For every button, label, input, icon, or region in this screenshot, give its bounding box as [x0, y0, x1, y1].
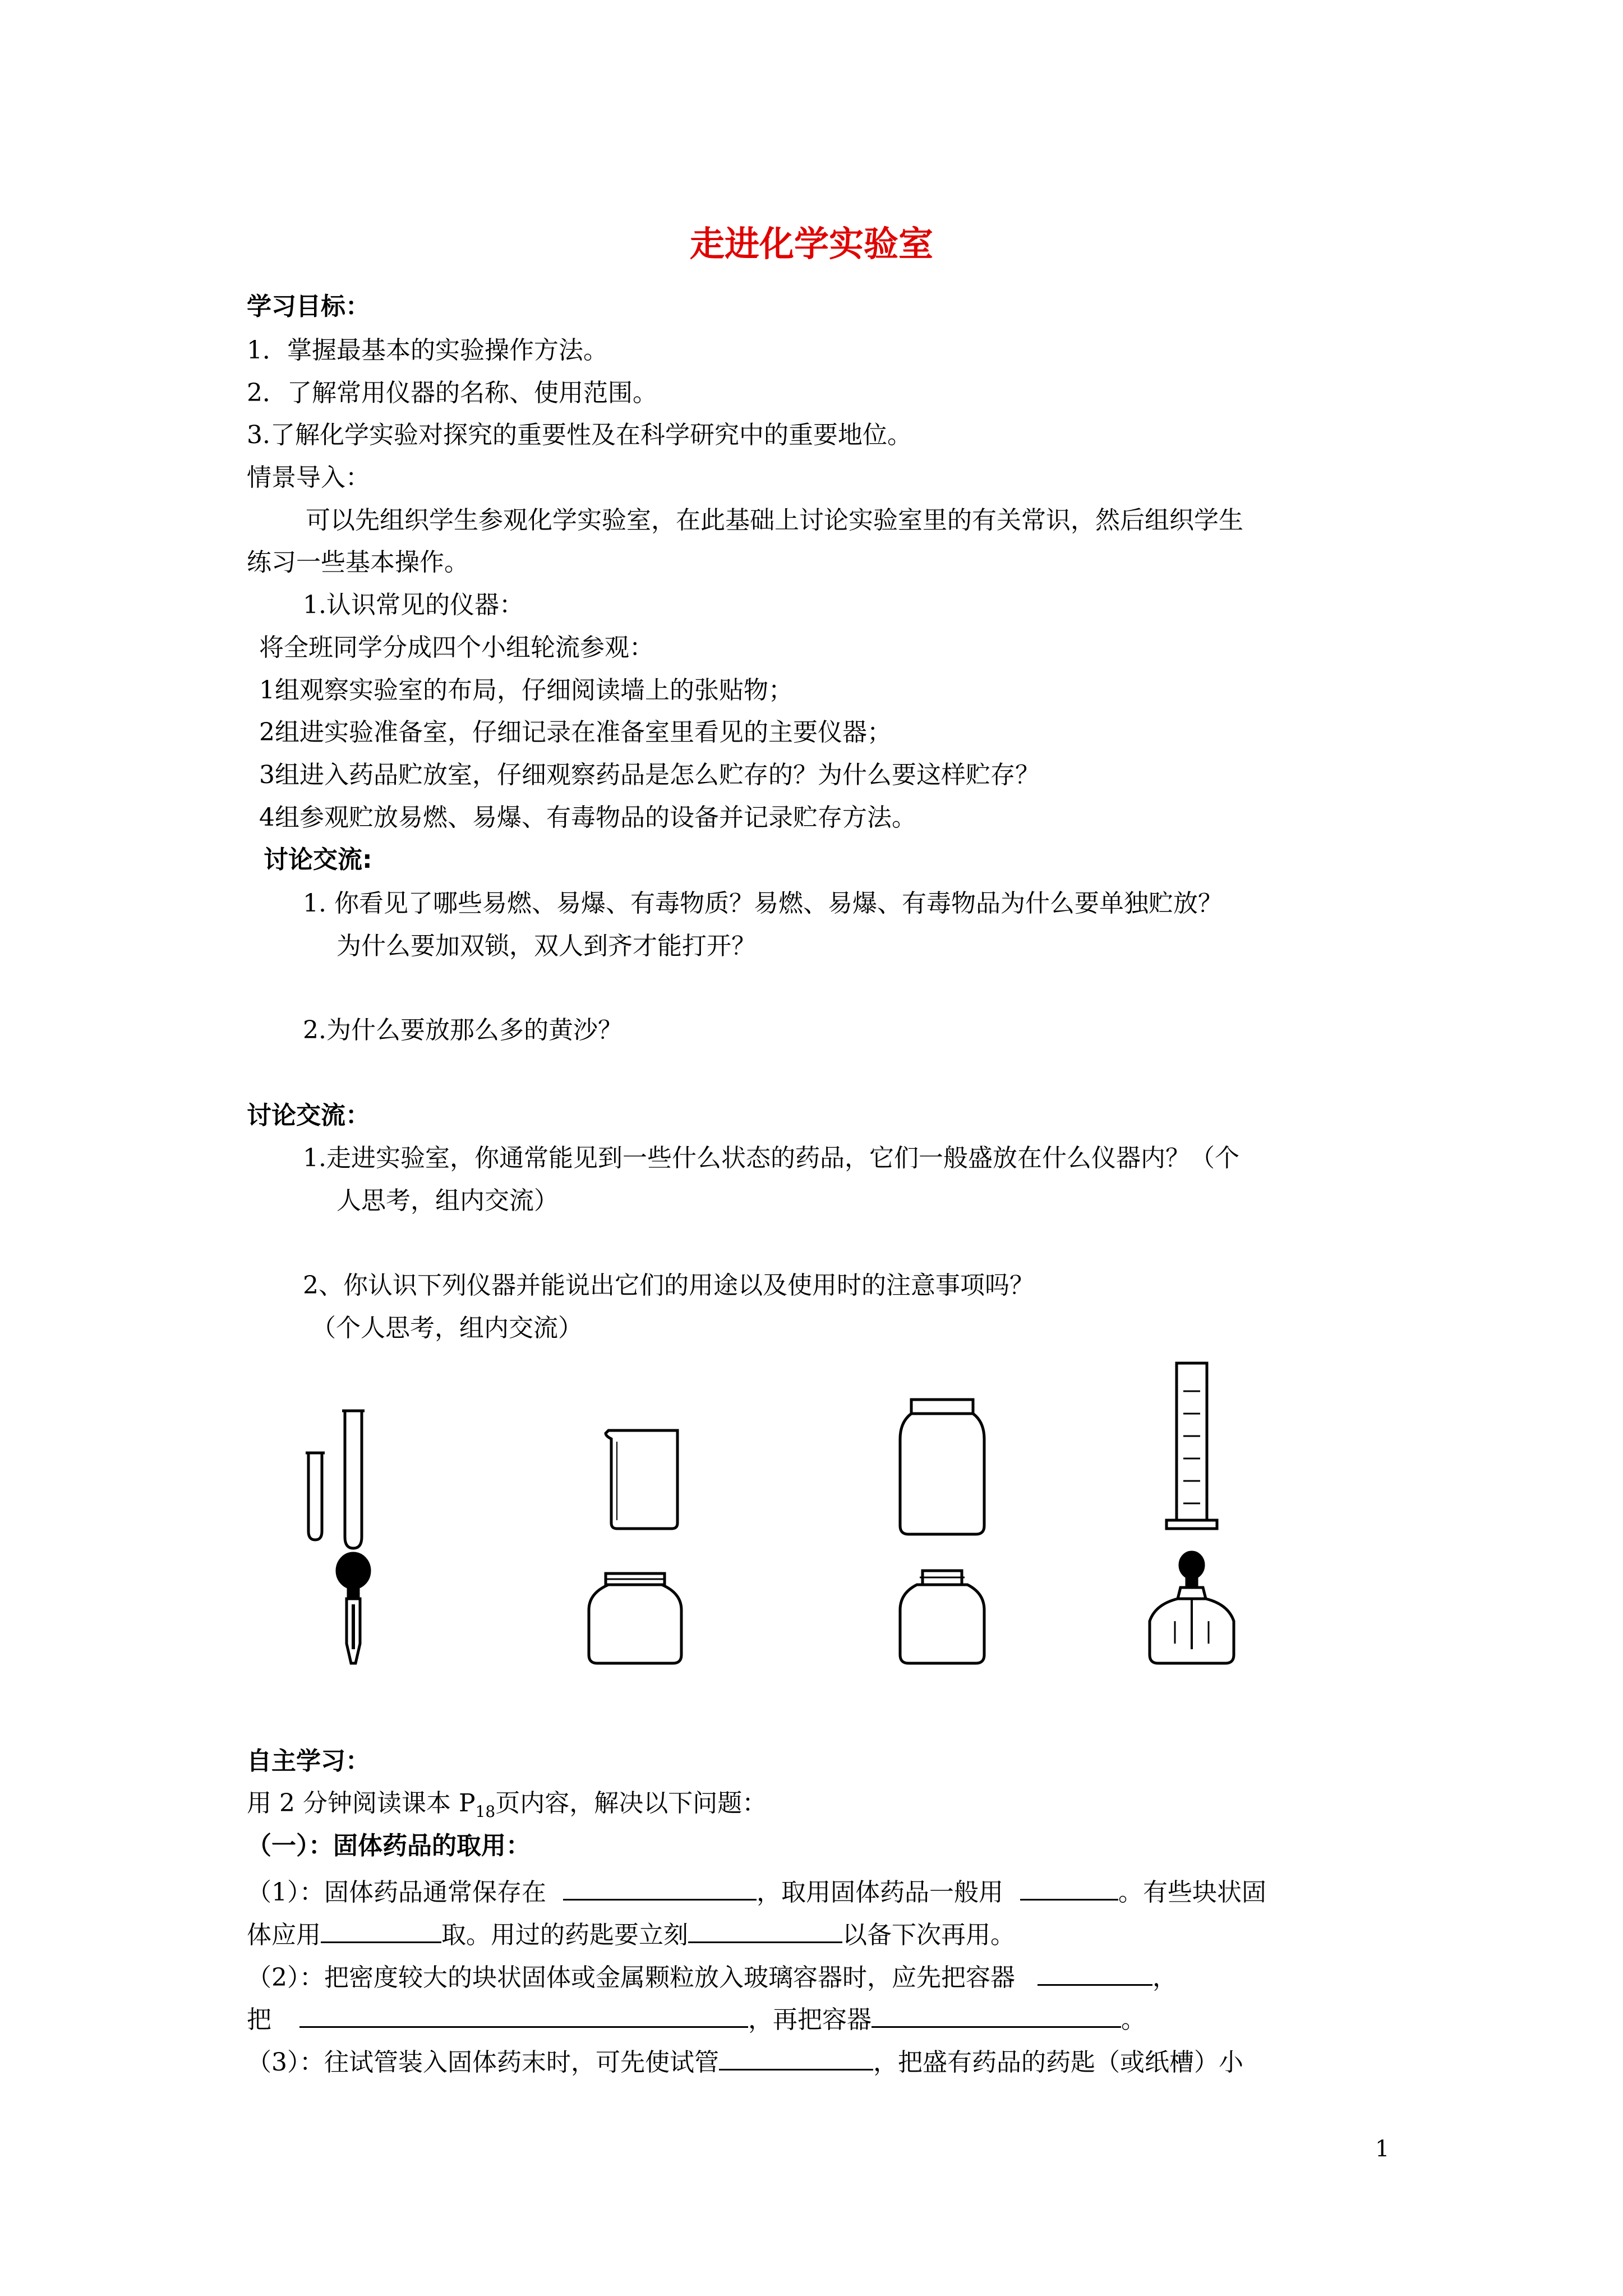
question-3-line: （3）：往试管装入固体药末时，可先使试管 ，把盛有药品的药匙（或纸槽）小 [247, 2046, 1243, 2075]
self-study-intro: 用 2 分钟阅读课本 $P_{18}$页内容，解决以下问题： [247, 1789, 767, 1821]
group-intro: 将全班同学分成四个小组轮流参观： [259, 633, 654, 662]
intro-subheading: 1.认识常见的仪器： [303, 591, 524, 619]
graduated-cylinder-image [1166, 1363, 1217, 1529]
question-1-line: （1）：固体药品通常保存在 ，取用固体药品一般用 。有些块状固 [247, 1876, 1266, 1905]
intro-heading: 情景导入： [247, 463, 370, 492]
discussion-question: 人思考，组内交流） [336, 1186, 559, 1215]
test-tubes-image [306, 1411, 365, 1548]
question-2-line: （2）：把密度较大的块状固体或金属颗粒放入玻璃容器时，应先把容器 ， [247, 1962, 1177, 1990]
lab-apparatus-figure [269, 1358, 1307, 1672]
discussion-question: 2、你认识下列仪器并能说出它们的用途以及使用时的注意事项吗？ [303, 1271, 1034, 1300]
discussion-question: 2.为什么要放那么多的黄沙？ [303, 1016, 623, 1045]
discussion-question: 1. 你看见了哪些易燃、易爆、有毒物质？易燃、易爆、有毒物品为什么要单独贮放？ [303, 889, 1223, 918]
answer-blank[interactable] [321, 1919, 441, 1943]
goals-heading: 学习目标： [247, 292, 370, 321]
self-study-heading: 自主学习： [247, 1747, 370, 1775]
answer-blank[interactable] [563, 1876, 757, 1901]
narrow-mouth-bottle-image [589, 1573, 681, 1663]
answer-blank[interactable] [299, 2004, 748, 2028]
question-1-line: 体应用 取。用过的药匙要立刻 以备下次再用。 [247, 1919, 1015, 1948]
page-title: 走进化学实验室 [689, 223, 933, 264]
goal-item: 1．掌握最基本的实验操作方法。 [247, 336, 608, 365]
group-item: 1组观察实验室的布局，仔细阅读墙上的张贴物； [259, 676, 793, 705]
discussion-question: 1.走进实验室，你通常能见到一些什么状态的药品，它们一般盛放在什么仪器内？（个 [303, 1144, 1239, 1172]
discussion-heading: 讨论交流： [247, 1101, 370, 1130]
answer-blank[interactable] [1020, 1876, 1118, 1901]
discussion-question: 为什么要加双锁，双人到齐才能打开？ [336, 932, 756, 960]
group-item: 3组进入药品贮放室，仔细观察药品是怎么贮存的？为什么要这样贮存？ [259, 761, 1040, 789]
page-number: 1 [1375, 2136, 1390, 2162]
section-heading: （一）：固体药品的取用： [247, 1832, 531, 1860]
beaker-image [606, 1430, 677, 1529]
answer-blank[interactable] [872, 2004, 1121, 2028]
alcohol-lamp-image [1150, 1552, 1234, 1663]
wide-mouth-bottle-image [900, 1400, 984, 1534]
group-item: 2组进实验准备室，仔细记录在准备室里看见的主要仪器； [259, 718, 892, 747]
group-item: 4组参观贮放易燃、易爆、有毒物品的设备并记录贮存方法。 [259, 803, 916, 832]
question-2-line: 把 ，再把容器 。 [247, 2004, 1146, 2032]
answer-blank[interactable] [719, 2046, 873, 2070]
dropper-image [336, 1553, 370, 1663]
intro-paragraph-line: 练习一些基本操作。 [247, 548, 469, 577]
answer-blank[interactable] [1038, 1962, 1152, 1986]
goal-item: 2．了解常用仪器的名称、使用范围。 [247, 379, 657, 407]
discussion-question: （个人思考，组内交流） [311, 1314, 583, 1342]
intro-paragraph-line: 可以先组织学生参观化学实验室，在此基础上讨论实验室里的有关常识，然后组织学生 [306, 506, 1243, 535]
goal-item: 3.了解化学实验对探究的重要性及在科学研究中的重要地位。 [247, 421, 912, 449]
answer-blank[interactable] [688, 1919, 842, 1943]
discussion-heading: 讨论交流: [264, 845, 372, 874]
reagent-bottle-image [900, 1571, 984, 1663]
